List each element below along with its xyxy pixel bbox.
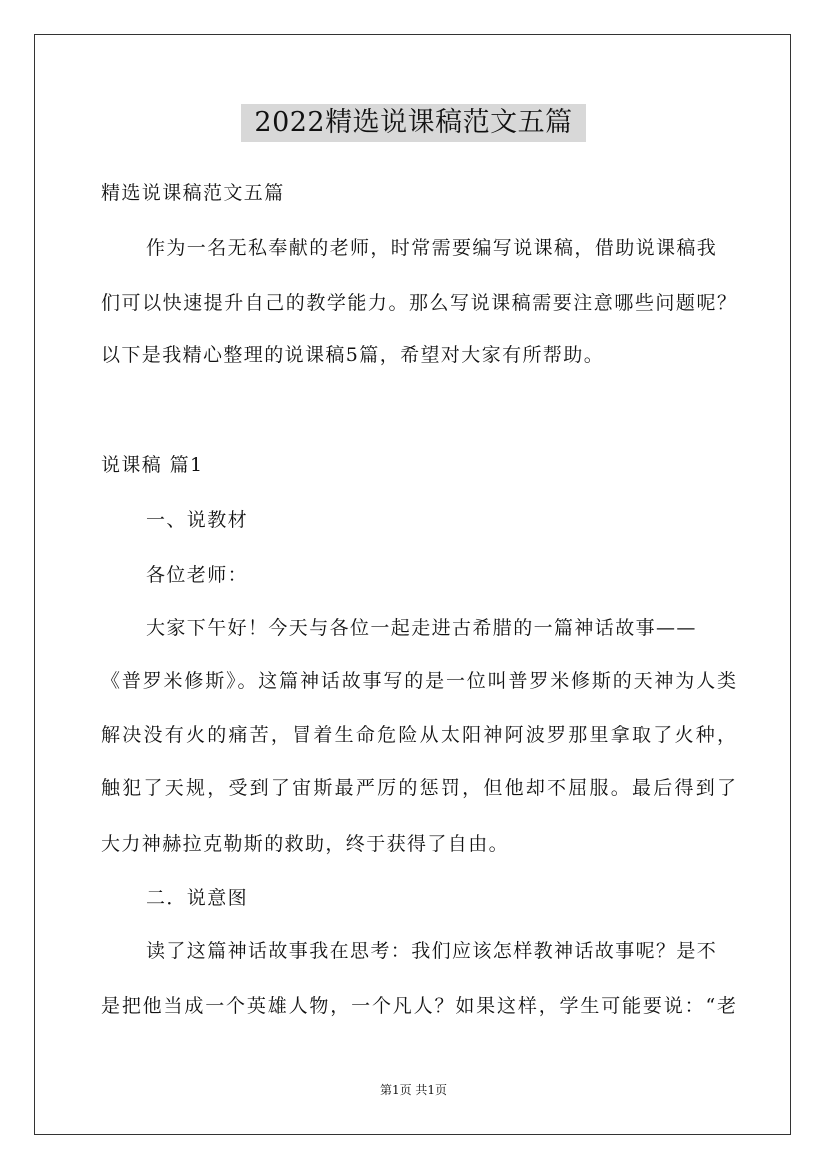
page-footer: 第1页 共1页 [379,1083,448,1097]
section-heading: 说课稿 篇1 [101,454,204,476]
intro-line-1: 作为一名无私奉献的老师，时常需要编写说课稿，借助说课稿我 [146,237,718,259]
body1-line-3: 解决没有火的痛苦，冒着生命危险从太阳神阿波罗那里拿取了火种， [101,724,736,746]
body1-line-5: 大力神赫拉克勒斯的救助，终于获得了自由。 [101,833,510,855]
greeting: 各位老师： [146,564,249,586]
part2-heading: 二．说意图 [146,887,249,909]
part1-heading: 一、说教材 [146,509,249,531]
body2-line-2: 是把他当成一个英雄人物，一个凡人？如果这样，学生可能要说：“老 [101,995,736,1017]
intro-line-2: 们可以快速提升自己的教学能力。那么写说课稿需要注意哪些问题呢？ [101,292,736,314]
body1-line-1: 大家下午好！今天与各位一起走进古希腊的一篇神话故事—— [146,617,697,639]
intro-line-3: 以下是我精心整理的说课稿5篇，希望对大家有所帮助。 [101,344,605,366]
body1-line-4: 触犯了天规，受到了宙斯最严厉的惩罚，但他却不屈服。最后得到了 [101,777,736,799]
body2-line-1: 读了这篇神话故事我在思考：我们应该怎样教神话故事呢？是不 [146,940,718,962]
body1-line-2: 《普罗米修斯》。这篇神话故事写的是一位叫普罗米修斯的天神为人类 [101,670,736,692]
document-subtitle: 精选说课稿范文五篇 [101,182,285,204]
document-title: 2022精选说课稿范文五篇 [241,104,586,142]
